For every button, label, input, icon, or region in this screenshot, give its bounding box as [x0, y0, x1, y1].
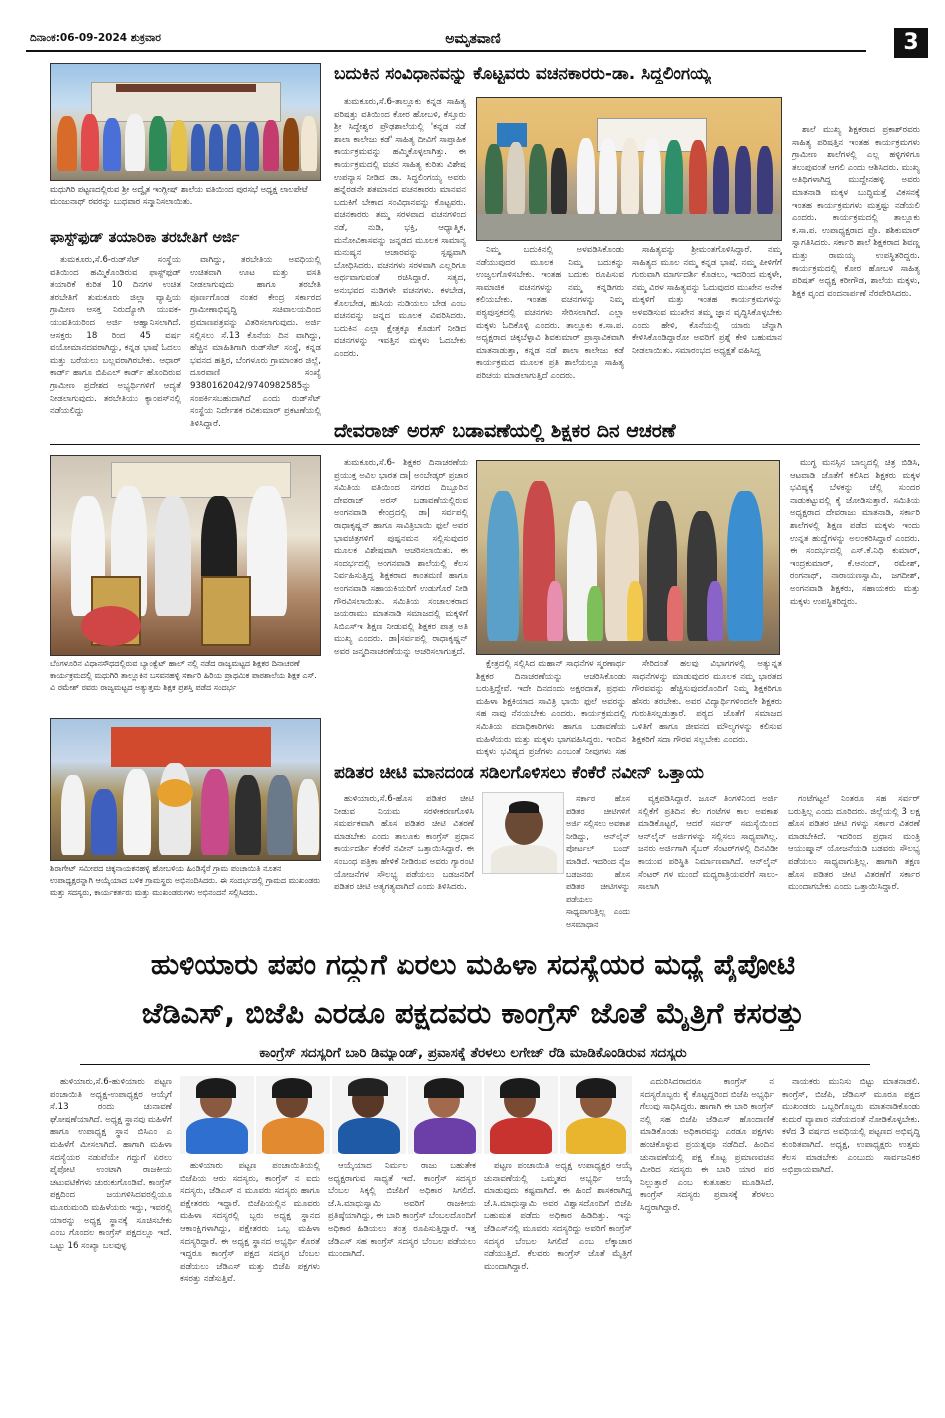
article-text: ವ್ಯಕ್ತಪಡಿಸಿದ್ದಾರೆ. ಜೂನ್ ತಿಂಗಳಿನಿಂದ ಅರ್ಜಿ ಸಲ್ಲಿಕೆಗೆ ಪ್ರತಿದಿನ ಕೆಲ ಗಂಟೆಗಳ ಕಾಲ ಅವಕಾಶ ಮಾಡಿಕೊಟ್ಟರೆ, ಆದರೆ ಸರ್ವರ್ ಸಮಸ್ಯೆಯಿಂದ ಆನ್‌ಲೈನ್ ಅರ್ಜಿಗಳನ್ನು ಸಲ್ಲಿಸಲು ಸಾಧ್ಯವಾಗಿಲ್ಲ. ಜನರು ಅರ್ಜಿಗಾಗಿ ಸೈಬರ್ ಸೆಂಟರ್‌ಗಳಲ್ಲಿ ದಿನವಿಡೀ ಕಾಯುವ ಪರಿಸ್ಥಿತಿ ನಿರ್ಮಾಣವಾಗಿದೆ. ಆನ್‌ಲೈನ್ ಸೆಂಟರ್ ಗಳ ಮುಂದೆ ಮಧ್ಯರಾತ್ರಿಯವರೆಗೆ ಸಾಲು-ಸಾಲಾಗಿ: [638, 794, 778, 893]
article-text: ಸಾಹಿತ್ಯವನ್ನು ಶ್ರೀಮಂತಗೊಳಿಸಿದ್ದಾರೆ. ನಮ್ಮ ಸಾಹಿತ್ಯದ ಮೂಲ ನಮ್ಮ ಕನ್ನಡ ಭಾಷೆ. ನಮ್ಮ ಪೀಳಿಗೆಗೆ ಗುರುವಾಗಿ ಮಾರ್ಗದರ್ಶಿ ಕೊಡಲು, ಇದರಿಂದ ಮಕ್ಕಳೇ, ನಮ್ಮ ವಿರಳ ಸಾಹಿತ್ಯವನ್ನು ಓದುವುದರ ಮುಖೇನ ಅನೇಕ ಮಕ್ಕಳಿಗೆ ಮತ್ತು ಇಂತಹ ಕಾರ್ಯಕ್ರಮಗಳನ್ನು ಅಳವಡಿಸುವ ಮುಖೇನ ತಮ್ಮ ಜ್ಞಾನ ವೃದ್ಧಿಸಿಕೊಳ್ಳಬೇಕು ಎಂದು ಹೇಳಿ, ಕೊನೆಯಲ್ಲಿ ಯಾರು ಚೆನ್ನಾಗಿ ಕೇಳಿಸಿಕೊಂಡಿದ್ದಾರೋ ಅವರಿಗೆ ಪ್ರಶ್ನೆ ಕೇಳಿ ಬಹುಮಾನ ನೀಡಲಾಯಿತು. ಸಮಾರಂಭದ ಅಧ್ಯಕ್ಷತೆ ವಹಿಸಿದ್ದ: [632, 245, 782, 356]
article-text: ನಿಮ್ಮ ಬದುಕಿನಲ್ಲಿ ಅಳವಡಿಸಿಕೊಂಡು ನಡೆಯುವುದರ ಮೂಲಕ ನಿಮ್ಮ ಬದುಕನ್ನು ಉಜ್ವಲಗೊಳಿಸಬೇಕು. ಇಂತಹ ಬದುಕು ರೂಪಿಸುವ ಸಾಮಾಜಿಕ ವಚನಗಳನ್ನು ನಮ್ಮ ಕನ್ನಡಿಗರು ಕಲಿಯಬೇಕು. ಇಂತಹ ವಚನಗಳನ್ನು ನಿಮ್ಮ ಪಠ್ಯಪುಸ್ತಕದಲ್ಲಿ ವಚನಗಳು ಸೇರಿಸಲಾಗಿದೆ. ಎಲ್ಲಾ ಮಕ್ಕಳು ಓದಿಕೊಳ್ಳಿ ಎಂದರು. ತಾಲ್ಲೂಕು ಕ.ಸಾ.ಪ. ಅಧ್ಯಕ್ಷರಾದ ಚಿಕ್ಕಬೆಳ್ಳಾವಿ ಶಿವಕುಮಾರ್ ಪ್ರಾಸ್ತಾವಿಕವಾಗಿ ಮಾತನಾಡುತ್ತಾ, ಕನ್ನಡ ನಡೆ ಶಾಲಾ ಕಾಲೇಜು ಕಡೆ ಕಾರ್ಯಕ್ರಮದ ಮೂಲಕ ಪ್ರತಿ ಶಾಲೆಯಲ್ಲೂ ಸಾಹಿತ್ಯ ಪರಿಚಯ ಮಾಡಲಾಗುತ್ತಿದೆ ಎಂದರು.: [476, 245, 624, 381]
vachana-article-col2: [476, 244, 624, 436]
candidate-photo: [332, 1076, 406, 1154]
teachers-day-headline: ದೇವರಾಜ್ ಅರಸ್ ಬಡಾವಣೆಯಲ್ಲಿ ಶಿಕ್ಷಕರ ದಿನ ಆಚರಣೆ: [334, 420, 676, 442]
vachana-event-photo: [476, 97, 782, 241]
panchayat-felicitation-photo: [50, 718, 321, 861]
article-text: ಗಂಟೆಗಟ್ಟಲೆ ನಿಂತರೂ ಸಹ ಸರ್ವರ್ ಬರುತ್ತಿಲ್ಲ ಎಂದು ದೂರಿದರು. ಜಿಲ್ಲೆಯಲ್ಲಿ 3 ಲಕ್ಷ ಹೊಸ ಪಡಿತರ ಚೀಟಿ ಗಳನ್ನು ಸರ್ಕಾರ ವಿತರಣೆ ಮಾಡಬೇಕಿದೆ. ಇದರಿಂದ ಪ್ರಧಾನ ಮಂತ್ರಿ ಆಯುಷ್ಮಾನ್ ಯೋಜನೆಯಡಿ ಬಡವರು ಸೌಲಭ್ಯ ಪಡೆಯಲು ಸಾಧ್ಯವಾಗುತ್ತಿಲ್ಲ. ಹಾಗಾಗಿ ತಕ್ಷಣ ಹೊಸ ಪಡಿತರ ಚೀಟಿ ವಿತರಣೆಗೆ ಸರ್ಕಾರ ಮುಂದಾಗಬೇಕು ಎಂದು ಒತ್ತಾಯಿಸಿದ್ದಾರೆ.: [788, 794, 920, 893]
article-text: ಶಾಲೆ ಮುಖ್ಯ ಶಿಕ್ಷಕರಾದ ಪ್ರಕಾಶ್‌ರವರು ಸಾಹಿತ್ಯ ಪರಿಷತ್ತಿನ ಇಂತಹ ಕಾರ್ಯಕ್ರಮಗಳು ಗ್ರಾಮೀಣ ಶಾಲೆಗಳಲ್ಲಿ ಎಲ್ಲ ಹಳ್ಳಿಗಳಿಗೂ ತಲುಪುವಂತೆ ಆಗಲಿ ಎಂದು ಆಶಿಸಿದರು. ಮುಖ್ಯ ಅತಿಥಿಗಳಾಗಿದ್ದ ಮುದ್ದೇನಹಳ್ಳಿ ಅವರು ಮಾತನಾಡಿ ಮಕ್ಕಳ ಬುದ್ಧಿಮತ್ತೆ ವಿಕಸನಕ್ಕೆ ಇಂತಹ ಕಾರ್ಯಕ್ರಮಗಳು ಮತ್ತಷ್ಟು ನಡೆಯಲಿ ಎಂದರು. ಕಾರ್ಯಕ್ರಮದಲ್ಲಿ ತಾಲ್ಲೂಕು ಕ.ಸಾ.ಪ. ಉಪಾಧ್ಯಕ್ಷರಾದ ಪ್ರೊ. ಶಶಿಕುಮಾರ್ ಸ್ವಾಗತಿಸಿದರು. ಸರ್ಕಾರಿ ಶಾಲೆ ಶಿಕ್ಷಕರಾದ ಶಿವಣ್ಣ ಮತ್ತು ರಾಮಯ್ಯ ಉಪಸ್ಥಿತರಿದ್ದರು. ಕಾರ್ಯಕ್ರಮದಲ್ಲಿ ಕೋರ ಹೋಬಳಿ ಸಾಹಿತ್ಯ ಪರಿಷತ್ ಅಧ್ಯಕ್ಷ ಕರೀಗೌಡ, ಶಾಲೆಯ ಮಕ್ಕಳು, ಶಿಕ್ಷಕ ವೃಂದ ವಂದನಾರ್ಪಣೆ ನೆರವೇರಿಸಿದರು.: [792, 125, 920, 299]
ration-card-headline: ಪಡಿತರ ಚೀಟಿ ಮಾನದಂಡ ಸಡಿಲಗೊಳಿಸಲು ಕೆಂಕೆರೆ ನವೀನ್ ಒತ್ತಾಯ: [334, 763, 704, 783]
huliyar-headline-2: ಜೆಡಿಎಸ್, ಬಿಜೆಪಿ ಎರಡೂ ಪಕ್ಷದವರು ಕಾಂಗ್ರೆಸ್ ಜೊತೆ ಮೈತ್ರಿಗೆ ಕಸರತ್ತು: [141, 996, 805, 1030]
masthead: [18, 28, 928, 58]
vachana-headline: ಬದುಕಿನ ಸಂವಿಧಾನವನ್ನು ಕೊಟ್ಟವರು ವಚನಕಾರರು-ಡಾ. ಸಿದ್ಧಲಿಂಗಯ್ಯ: [334, 64, 711, 84]
huliyar-article-col4: [484, 1160, 632, 1411]
candidate-photo: [180, 1076, 254, 1154]
huliyar-article-col2: [180, 1160, 320, 1411]
teachers-day-article-col1: [334, 457, 468, 757]
panchayat-photo-caption: ಶಿರಾ‌ಗೇಟ್ ಸಮೀಪದ ಚಿಕ್ಕನಾಯಕನಹಳ್ಳಿ ಹೋಬಳಿಯ ಹಿಂಡಿಸ್ಕೆರೆ ಗ್ರಾಮ ಪಂಚಾಯಿತಿ ನೂತನ ಉಪಾಧ್ಯಕ್ಷರನ್ನಾಗಿ ಆಯ್ಕೆಯಾದ ಬಳಿಕ ಗ್ರಾಮಸ್ಥರು ಅಭಿನಂದಿಸಿದರು. ಈ ಸಂದರ್ಭದಲ್ಲಿ ಗ್ರಾಮದ ಮುಖಂಡರು ಮತ್ತು ಸದಸ್ಯರು, ಕಾರ್ಯಕರ್ತರು ಮತ್ತು ಮುಖಂಡರುಗಳು ಅಭಿನಂದನೆ ಸಲ್ಲಿಸಿದರು.: [50, 864, 321, 897]
school-photo-caption: ಮಧುಗಿರಿ ಪಟ್ಟಣದಲ್ಲಿರುವ ಶ್ರೀ ಅದ್ವೈತ ಇಂಗ್ಲೀಷ್ ಶಾಲೆಯ ವತಿಯಿಂದ ಪುರಸಭೆ ಅಧ್ಯಕ್ಷ ಲಾಲಪೇಟೆ ಮಂಜುನಾಥ್ ರವರನ್ನು ಬುಧವಾರ ಸನ್ಮಾನಿಸಲಾಯಿತು.: [50, 184, 308, 206]
article-text: ಮುಗ್ಧ ಮನಸ್ಸಿನ ಬಾಲ್ಯದಲ್ಲಿ ಚಿತ್ರ ಬಿಡಿಸಿ, ಆಟವಾಡಿ ಜೊತೆಗೆ ಕಲಿಸಿದ ಶಿಕ್ಷಕರು ಮಕ್ಕಳ ಭವಿಷ್ಯಕ್ಕೆ ಬೆಳಕನ್ನು ಚೆಲ್ಲಿ ಸುಂದರ ನಾಡುಕಟ್ಟುವಲ್ಲಿ ಕೈ ಜೋಡಿಸುತ್ತಾರೆ. ಸಮಿತಿಯ ಅಧ್ಯಕ್ಷರಾದ ದೇವರಾಜು ಮಾತನಾಡಿ, ಸರ್ಕಾರಿ ಶಾಲೆಗಳಲ್ಲಿ ಶಿಕ್ಷಣ ಪಡೆದ ಮಕ್ಕಳು ಇಂದು ಉನ್ನತ ಹುದ್ದೆಗಳನ್ನು ಅಲಂಕರಿಸಿದ್ದಾರೆ ಎಂದರು. ಈ ಸಂದರ್ಭದಲ್ಲಿ ಎಸ್.ಕೆ.ನಿಧಿ ಕುಮಾರ್, ಇಂದ್ರಕುಮಾರ್, ಕೆ.ಆನಂದ್, ರಮೇಶ್, ರಂಗನಾಥ್, ನಾರಾಯಣಸ್ವಾಮಿ, ಜಗದೀಶ್, ಅಂಗನವಾಡಿ ಶಿಕ್ಷಕರು, ಸಹಾಯಕರು ಮತ್ತು ಮಕ್ಕಳು ಉಪಸ್ಥಿತರಿದ್ದರು.: [790, 458, 920, 607]
anganwadi-event-photo: [476, 460, 780, 655]
article-text: ಆಯ್ಕೆಯಾದ ನಿರ್ಮಲ ರಾಜು ಬಹುತೇಕ ಅಧ್ಯಕ್ಷರಾಗುವ ಸಾಧ್ಯತೆ ಇದೆ. ಕಾಂಗ್ರೆಸ್ ಸದಸ್ಯರ ಬೆಂಬಲ ಸಿಕ್ಕಲ್ಲಿ ಬಿಜೆಪಿಗೆ ಅಧಿಕಾರ ಸಿಗಲಿದೆ. ಜೆ.ಸಿ.ಮಾಧುಸ್ವಾಮಿ ಅವರಿಗೆ ರಾಜಕೀಯ ಪ್ರತಿಷ್ಠೆಯಾಗಿದ್ದು, ಈ ಬಾರಿ ಕಾಂಗ್ರೆಸ್ ಬೆಂಬಲದೊಂದಿಗೆ ಅಧಿಕಾರ ಹಿಡಿಯಲು ತಂತ್ರ ರೂಪಿಸುತ್ತಿದ್ದಾರೆ. ಇತ್ತ ಜೆಡಿಎಸ್ ಸಹ ಕಾಂಗ್ರೆಸ್ ಸದಸ್ಯರ ಬೆಂಬಲ ಪಡೆಯಲು ಮುಂದಾಗಿದೆ.: [328, 1161, 476, 1260]
teachers-day-article-col3: [632, 658, 782, 758]
article-text: ಸರ್ಕಾರ ಹೊಸ ಪಡಿತರ ಚೀಟಿಗಳಿಗೆ ಅರ್ಜಿ ಸಲ್ಲಿಸಲು ಅವಕಾಶ ನೀಡಿದ್ದು, ಆನ್‌ಲೈನ್ ಪೋರ್ಟಲ್ ಬಂದ್ ಮಾಡಿದೆ. ಇದರಿಂದ ನೈಜ ಬಡಜನರು ಹೊಸ ಪಡಿತರ ಚೀಟಿಗಳನ್ನು ಪಡೆಯಲು ಸಾಧ್ಯವಾಗುತ್ತಿಲ್ಲ ಎಂದು ಅಸಮಾಧಾನ: [566, 794, 630, 929]
issue-date: ದಿನಾಂಕ:06-09-2024 ಶುಕ್ರವಾರ: [30, 32, 161, 44]
candidate-photo: [256, 1076, 330, 1154]
fastfood-article-col2: [190, 254, 321, 440]
ration-article-col4: [788, 793, 920, 935]
huliyar-article-col6: [782, 1076, 920, 1411]
candidate-photos: [180, 1076, 632, 1156]
article-text: ವಾಗಿದ್ದು, ತರಬೇತಿಯ ಅವಧಿಯಲ್ಲಿ ಉಚಿತವಾಗಿ ಊಟ ಮತ್ತು ವಸತಿ ನೀಡಲಾಗುವುದು ಹಾಗೂ ತರಬೇತಿ ಪೂರ್ಣಗೊಂಡ ನಂತರ ಕೇಂದ್ರ ಸರ್ಕಾರದ ಗ್ರಾಮೀಣಾಭಿವೃದ್ಧಿ ಸಚಿವಾಲಯದಿಂದ ಪ್ರಮಾಣಪತ್ರವನ್ನು ವಿತರಿಸಲಾಗುವುದು. ಅರ್ಜಿ ಸಲ್ಲಿಸಲು ಸೆ.13 ಕೊನೆಯ ದಿನ ವಾಗಿದ್ದು, ಹೆಚ್ಚಿನ ಮಾಹಿತಿಗಾಗಿ ರುಡ್‌ಸೆಟ್ ಸಂಸ್ಥೆ, ಕನ್ನಡ ಭವನದ ಹತ್ತಿರ, ಬೆಂಗಳೂರು ಗ್ರಾಮಾಂತರ ಜಿಲ್ಲೆ, ದೂರವಾಣಿ ಸಂಖ್ಯೆ 9380162042/9740982585ನ್ನು ಸಂಪರ್ಕಿಸಬಹುದಾಗಿದೆ ಎಂದು ರುಡ್‌ಸೆಟ್ ಸಂಸ್ಥೆಯ ನಿರ್ದೇಶಕ ರವಿಕುಮಾರ್ ಪ್ರಕಟಣೆಯಲ್ಲಿ ತಿಳಿಸಿದ್ದಾರೆ.: [190, 255, 321, 429]
award-photo-caption: ಬೆಂಗಳೂರಿನ ವಿಧಾನಸೌಧದಲ್ಲಿರುವ ಬ್ಯಾಂಕ್ವೆಟ್ ಹಾಲ್ ನಲ್ಲಿ ನಡೆದ ರಾಜ್ಯಮಟ್ಟದ ಶಿಕ್ಷಕರ ದಿನಾಚರಣೆ ಕಾರ್ಯಕ್ರಮದಲ್ಲಿ ಮಧುಗಿರಿ ತಾಲ್ಲೂಕಿನ ಬಸವನಹಳ್ಳಿ ಸರ್ಕಾರಿ ಹಿರಿಯ ಪ್ರಾಥಮಿಕ ಪಾಠಶಾಲೆಯ ಶಿಕ್ಷಕ ಎಸ್. ವಿ ರಮೇಶ್ ರವರು ರಾಜ್ಯಮಟ್ಟದ ಅತ್ಯುತ್ತಮ ಶಿಕ್ಷಕ ಪ್ರಶಸ್ತಿ ಪಡೆದ ಸಂದರ್ಭ: [50, 659, 317, 692]
article-text: ಪಟ್ಟಣ ಪಂಚಾಯಿತಿ ಅಧ್ಯಕ್ಷ ಉಪಾಧ್ಯಕ್ಷರ ಆಯ್ಕೆ ಚುನಾವಣೆಯಲ್ಲಿ ಒಮ್ಮತದ ಅಭ್ಯರ್ಥಿ ಆಯ್ಕೆ ಮಾಡುವುದು ಕಷ್ಟವಾಗಿದೆ. ಈ ಹಿಂದೆ ಶಾಸಕರಾಗಿದ್ದ ಜೆ.ಸಿ.ಮಾಧುಸ್ವಾಮಿ ಅವರ ವಿಶ್ವಾಸದೊಂದಿಗೆ ಬಿಜೆಪಿ ಬಹುಮತ ಪಡೆದು ಅಧಿಕಾರ ಹಿಡಿದಿತ್ತು. ಇನ್ನು ಜೆಡಿಎಸ್‌ನಲ್ಲಿ ಮೂವರು ಸದಸ್ಯರಿದ್ದು ಅವರಿಗೆ ಕಾಂಗ್ರೆಸ್ ಸದಸ್ಯರ ಬೆಂಬಲ ಸಿಗಲಿದೆ ಎಂಬ ಲೆಕ್ಕಾಚಾರ ನಡೆಯುತ್ತಿದೆ. ಕೆಲವರು ಕಾಂಗ್ರೆಸ್ ಜೊತೆ ಮೈತ್ರಿಗೆ ಮುಂದಾಗಿದ್ದಾರೆ.: [484, 1161, 632, 1272]
ration-article-col3: [638, 793, 778, 935]
huliyar-article-col3: [328, 1160, 476, 1411]
naveen-portrait-photo: [482, 792, 564, 874]
article-text: ಹುಳಿಯಾರು,ಸೆ.6-ಹುಳಿಯಾರು ಪಟ್ಟಣ ಪಂಚಾಯಿತಿ ಅಧ್ಯಕ್ಷ-ಉಪಾಧ್ಯಕ್ಷರ ಆಯ್ಕೆಗೆ ಸೆ.13 ರಂದು ಚುನಾವಣೆ ಘೋಷಣೆಯಾಗಿದೆ. ಅಧ್ಯಕ್ಷ ಸ್ಥಾನವು ಮಹಿಳೆಗೆ ಹಾಗೂ ಉಪಾಧ್ಯಕ್ಷ ಸ್ಥಾನ ಬಿಸಿಎಂ ಎ ಮಹಿಳೆಗೆ ಮೀಸಲಾಗಿದೆ. ಹಾಗಾಗಿ ಮಹಿಳಾ ಸದಸ್ಯೆಯರ ನಡುವೆಯೇ ಗದ್ದುಗೆ ಏರಲು ಪೈಪೋಟಿ ಉಂಟಾಗಿ ರಾಜಕೀಯ ಚಟುವಟಿಕೆಗಳು ಚುರುಕುಗೊಂಡಿವೆ. ಕಾಂಗ್ರೆಸ್ ಪಕ್ಷದಿಂದ ಜಯಗಳಿಸಿದವರಲ್ಲಿಯೂ ಮೂರುಮಂದಿ ಮಹಿಳೆಯರು ಇದ್ದು, ಇವರಲ್ಲಿ ಯಾರನ್ನು ಅಧ್ಯಕ್ಷ ಸ್ಥಾನಕ್ಕೆ ಸೂಚಿಸಬೇಕು ಎಂಬ ಗೊಂದಲ ಕಾಂಗ್ರೆಸ್ ಪಕ್ಷದಲ್ಲೂ ಇದೆ. ಒಟ್ಟು 16 ಸಂಖ್ಯಾ ಬಲವುಳ್ಳ: [50, 1077, 172, 1251]
article-text: ಹುಳಿಯಾರು,ಸೆ.6-ಹೊಸ ಪಡಿತರ ಚೀಟಿ ನೀಡುವ ನಿಯಮ ಸರಳೀಕರಣಗೊಳಿಸಿ ಸಮರ್ಪಕವಾಗಿ ಹೊಸ ಪಡಿತರ ಚೀಟಿ ವಿತರಣೆ ಮಾಡಬೇಕು ಎಂದು ತಾಲೂಕು ಕಾಂಗ್ರೆಸ್ ಪ್ರಧಾನ ಕಾರ್ಯದರ್ಶಿ ಕೆಂಕೆರೆ ನವೀನ್ ಒತ್ತಾಯಿಸಿದ್ದಾರೆ. ಈ ಸಂಬಂಧ ಪತ್ರಿಕಾ ಹೇಳಿಕೆ ನೀಡಿರುವ ಅವರು ಗ್ಯಾರಂಟಿ ಯೋಜನೆಗಳ ಸೌಲಭ್ಯ ಪಡೆಯಲು ಬಡಜನರಿಗೆ ಪಡಿತರ ಚೀಟಿ ಅತ್ಯಗತ್ಯವಾಗಿದೆ ಎಂದು ತಿಳಿಸಿದರು.: [334, 794, 474, 893]
huliyar-article-col1: [50, 1076, 172, 1411]
huliyar-article-col5: [640, 1076, 774, 1411]
huliyar-subhead: ಕಾಂಗ್ರೆಸ್ ಸದಸ್ಯರಿಗೆ ಬಾರಿ ಡಿಮ್ಯಾಂಡ್, ಪ್ರವಾಸಕ್ಕೆ ತೆರಳಲು ಲಗೇಜ್ ರೆಡಿ ಮಾಡಿಕೊಂಡಿರುವ ಸದಸ್ಯರು: [259, 1045, 687, 1061]
paper-name: ಅಮೃತವಾಣಿ: [445, 31, 501, 47]
section-divider: [50, 444, 920, 445]
school-felicitation-photo: [50, 63, 321, 181]
candidate-photo: [560, 1076, 632, 1154]
vachana-article-col3: [632, 244, 782, 436]
vachana-article-col1: [334, 96, 466, 436]
vachana-article-col4: [792, 124, 920, 436]
article-text: ತುಮಕೂರು,ಸೆ.6- ಶಿಕ್ಷಕರ ದಿನಾಚರಣೆಯ ಪ್ರಯುಕ್ತ ಅವಿಲ ಭಾರತ ದಾ| ಅಂಬೇಡ್ಕರ್ ಪ್ರಚಾರ ಸಮಿತಿಯ ವತಿಯಿಂದ ನಗರದ ದಿಬ್ಬೂರಿನ ದೇವರಾಜ್ ಅರಸ್ ಬಡಾವಣೆಯಲ್ಲಿರುವ ಅಂಗನವಾಡಿ ಕೇಂದ್ರದಲ್ಲಿ ಡಾ| ಸರ್ವಪಲ್ಲಿ ರಾಧಾಕೃಷ್ಣನ್ ಹಾಗೂ ಸಾವಿತ್ರಿಬಾಯಿ ಫುಲೆ ಅವರ ಭಾವಚಿತ್ರಗಳಿಗೆ ಪುಷ್ಪನಮನ ಸಲ್ಲಿಸುವುದರ ಮೂಲಕ ವಿಶೇಷವಾಗಿ ಆಚರಿಸಲಾಯಿತು. ಈ ಸಂದರ್ಭದಲ್ಲಿ ಅಂಗನವಾಡಿ ಶಾಲೆಯಲ್ಲಿ ಕೆಲಸ ನಿರ್ವಹಿಸುತ್ತಿದ್ದ ಶಿಕ್ಷಕರಾದ ಕಾಂತಮಣಿ ಹಾಗೂ ಅಂಗನವಾಡಿ ಸಹಾಯಕಿಯರಿಗೆ ಉಡುಗೊರೆ ನೀಡಿ ಗೌರವಿಸಲಾಯಿತು. ಸಮಿತಿಯ ಸಂಚಾಲಕರಾದ ಜಯರಾಮು ಮಾತನಾಡಿ ಸಮಾಜದಲ್ಲಿ ಮಕ್ಕಳಿಗೆ ಸಿಬಿಎಸ್‌ಇ ಶಿಕ್ಷಣ ನೀಡುವಲ್ಲಿ ಶಿಕ್ಷಕರ ಪಾತ್ರ ಅತಿ ಮುಖ್ಯ ಎಂದರು. ಡಾ|ಸರ್ವಪಲ್ಲಿ ರಾಧಾಕೃಷ್ಣನ್ ಅವರ ಜನ್ಮದಿನಾಚರಣೆಯನ್ನು ಆಚರಿಸಲಾಗುತ್ತದೆ.: [334, 458, 468, 657]
article-text: ನಾಯಕರು ಮುನಿಸು ಬಿಟ್ಟು ಮಾತನಾಡಲಿ. ಕಾಂಗ್ರೆಸ್, ಬಿಜೆಪಿ, ಜೆಡಿಎಸ್ ಮೂರೂ ಪಕ್ಷದ ಮುಖಂಡರು ಒಬ್ಬರಿಗೊಬ್ಬರು ಮಾತನಾಡಿಕೊಂಡು ಕುದುರೆ ವ್ಯಾಪಾರ ನಡೆಯದಂತೆ ನೋಡಿಕೊಳ್ಳಬೇಕು. ಕಳೆದ 3 ವರ್ಷದ ಅವಧಿಯಲ್ಲಿ ಪಟ್ಟಣದ ಅಭಿವೃದ್ಧಿ ಕುಂಠಿತವಾಗಿದೆ. ಅಧ್ಯಕ್ಷ, ಉಪಾಧ್ಯಕ್ಷರು ಉತ್ತಮ ಕೆಲಸ ಮಾಡಬೇಕು ಎಂಬುದು ಸಾರ್ವಜನಿಕರ ಅಭಿಪ್ರಾಯವಾಗಿದೆ.: [782, 1077, 920, 1176]
article-text: ತುಮಕೂರು,ಸೆ.6-ರುಡ್‌ಸೆಟ್ ಸಂಸ್ಥೆಯ ವತಿಯಿಂದ ಹಮ್ಮಿಕೊಂಡಿರುವ ಫಾಸ್ಟ್‌ಫುಡ್ ತಯಾರಿಕೆ ಕುರಿತ 10 ದಿನಗಳ ಉಚಿತ ತರಬೇತಿಗೆ ತುಮಕೂರು ಜಿಲ್ಲಾ ವ್ಯಾಪ್ತಿಯ ಗ್ರಾಮೀಣ ಆಸಕ್ತ ನಿರುದ್ಯೋಗಿ ಯುವಕ-ಯುವತಿಯರಿಂದ ಅರ್ಜಿ ಆಹ್ವಾನಿಸಲಾಗಿದೆ. ಆಸಕ್ತರು 18 ರಿಂದ 45 ವರ್ಷ ವಯೋಮಾನದವರಾಗಿದ್ದು, ಕನ್ನಡ ಭಾಷೆ ಓದಲು ಮತ್ತು ಬರೆಯಲು ಬಲ್ಲವರಾಗಿರಬೇಕು. ಆಧಾರ್ ಕಾರ್ಡ್ ಹಾಗೂ ಬಿಪಿಎಲ್ ಕಾರ್ಡ್ ಹೊಂದಿರುವ ಗ್ರಾಮೀಣ ಪ್ರದೇಶದ ಅಭ್ಯರ್ಥಿಗಳಿಗೆ ಆದ್ಯತೆ ನೀಡಲಾಗುವುದು. ತರಬೇತಿಯು ಕ್ಯಾಂಪಸ್‌ನಲ್ಲಿ ನಡೆಯಲಿದ್ದು: [50, 255, 181, 417]
candidate-photo: [484, 1076, 558, 1154]
fastfood-article-col1: [50, 254, 181, 440]
article-text: ತುಮಕೂರು,ಸೆ.6-ತಾಲ್ಲೂಕು ಕನ್ನಡ ಸಾಹಿತ್ಯ ಪರಿಷತ್ತು ವತಿಯಿಂದ ಕೋರ ಹೋಬಳಿ, ಕೆಸ್ತೂರು ಶ್ರೀ ಸಿದ್ಧೇಶ್ವರ ಪ್ರೌಢಶಾಲೆಯಲ್ಲಿ 'ಕನ್ನಡ ನಡೆ ಶಾಲಾ ಕಾಲೇಜು ಕಡೆ' ಸಾಹಿತ್ಯ ದೀವಿಗೆ ಸಾಪ್ತಾಹಿಕ ಕಾರ್ಯಕ್ರಮವನ್ನು ಹಮ್ಮಿಕೊಳ್ಳಲಾಗಿತ್ತು. ಈ ಕಾರ್ಯಕ್ರಮದಲ್ಲಿ ವಚನ ಸಾಹಿತ್ಯ ಕುರಿತು ವಿಶೇಷ ಉಪನ್ಯಾಸ ನೀಡಿದ ಡಾ. ಸಿದ್ಧಲಿಂಗಯ್ಯ ಅವರು ಹನ್ನೆರಡನೇ ಶತಮಾನದ ವಚನಕಾರರು ಮಾನವನ ಬದುಕಿಗೆ ಬೇಕಾದ ಸಂವಿಧಾನವನ್ನು ಕೊಟ್ಟವರು. ವಚನಕಾರರು ತಮ್ಮ ಸರಳವಾದ ವಚನಗಳಿಂದ ನಡೆ, ನುಡಿ, ಭಕ್ತಿ, ಆಧ್ಯಾತ್ಮಿಕ, ಮನೋವಿಕಾಸವನ್ನು ಜನ್ನಡದ ಮೂಲಕ ಸಾಮಾನ್ಯ ಮನುಷ್ಯನ ಆಚಾರವನ್ನು ಸ್ಪಷ್ಟವಾಗಿ ಬೋಧಿಸಿದರು. ವಚನಗಳು ಸರಳವಾಗಿ ಎಲ್ಲರಿಗೂ ಅರ್ಥವಾಗುವಂತೆ ರಚಿಸಿದ್ದಾರೆ. ಸತ್ಯದ, ಅನುಭವದ ನುಡಿಗಳೇ ವಚನಗಳು. ಕಳಬೇಡ, ಕೊಲಬೇಡ, ಹುಸಿಯ ನುಡಿಯಲು ಬೇಡ ಎಂಬ ವಚನವನ್ನು ಜನ್ನದ ಮೂಲಕ ವಿವರಿಸಿದರು. ಬದುಕಿನ ಎಲ್ಲಾ ಕ್ಷೇತ್ರಕ್ಕೂ ಕೊಡುಗೆ ನೀಡಿದ ವಚನಗಳನ್ನು ಇವತ್ತಿನ ಮಕ್ಕಳು ಓದಬೇಕು ಎಂದರು.: [334, 97, 466, 359]
page-number: 3: [894, 28, 928, 58]
award-ceremony-photo: [50, 455, 321, 656]
ration-article-col2: [566, 793, 630, 935]
article-text: ಸೇರಿದಂತೆ ಹಲವು ವಿಭಾಗಗಳಲ್ಲಿ ಅತ್ಯುನ್ನತ ಸಾಧನೆಗಳನ್ನು ಮಾಡುವುದರ ಮೂಲಕ ನಮ್ಮ ಭಾರತದ ಗೌರವವನ್ನು ಹೆಚ್ಚಿಸುವುದರೊಂದಿಗೆ ನಿಮ್ಮ ಶಿಕ್ಷಕರಿಗೂ ಹೆಸರು ತರಬೇಕು. ಅವರ ವಿದ್ಯಾರ್ಥಿಗಳಿಂದಲೇ ಶಿಕ್ಷಕರು ಗುರುತಿಸಲ್ಪಡುತ್ತಾರೆ. ಪಠ್ಯದ ಜೊತೆಗೆ ಸಮಾಜದ ಒಳಿತಿಗೆ ಹಾಗೂ ಜೀವನದ ಮೌಲ್ಯಗಳನ್ನು ಕಲಿಸುವ ಶಿಕ್ಷಕರಿಗೆ ಸದಾ ಗೌರವ ಸಲ್ಲಬೇಕು ಎಂದರು.: [632, 659, 782, 745]
article-text: ಹುಳಿಯಾರು ಪಟ್ಟಣ ಪಂಚಾಯಿತಿಯಲ್ಲಿ ಬಿಜೆಪಿಯ ಆರು ಸದಸ್ಯರು, ಕಾಂಗ್ರೆಸ್ ನ ಐದು ಸದಸ್ಯರು, ಜೆಡಿಎಸ್ ನ ಮೂವರು ಸದಸ್ಯರು ಹಾಗೂ ಪಕ್ಷೇತರರು ಇದ್ದಾರೆ. ಬಿಜೆಪಿಯಲ್ಲಿನ ಮೂವರು ಮಹಿಳಾ ಸದಸ್ಯರಲ್ಲಿ ಬ್ಬರು ಅಧ್ಯಕ್ಷ ಸ್ಥಾನದ ಆಕಾಂಕ್ಷಿಗಳಾಗಿದ್ದು, ಪಕ್ಷೇತರರು ಒಬ್ಬ ಮಹಿಳಾ ಸದಸ್ಯರಿದ್ದಾರೆ. ಈ ಅಧ್ಯಕ್ಷ ಸ್ಥಾನದ ಅಭ್ಯರ್ಥಿ ಕೊರತೆ ಇದ್ದರೂ ಕಾಂಗ್ರೆಸ್ ಪಕ್ಷದ ಸದಸ್ಯರ ಬೆಂಬಲ ಪಡೆಯಲು ಜೆಡಿಎಸ್ ಮತ್ತು ಬಿಜೆಪಿ ಪಕ್ಷಗಳು ಕಸರತ್ತು ನಡೆಸುತ್ತಿವೆ.: [180, 1161, 320, 1285]
subhead-underline: [80, 1064, 870, 1065]
ration-article-col1: [334, 793, 474, 935]
article-text: ಕ್ಷೇತ್ರದಲ್ಲಿ ಸಲ್ಲಿಸಿದ ಮಹಾನ್ ಸಾಧನೆಗಳ ಸ್ಮರಣಾರ್ಥ ಶಿಕ್ಷಕರ ದಿನಾಚರಣೆಯನ್ನು ಆಚರಿಸಿಕೊಂಡು ಬರುತ್ತಿದ್ದೇವೆ. ಇದೇ ದಿನದಂದು ಅಕ್ಷರದಾತೆ, ಪ್ರಥಮ ಮಹಿಳಾ ಶಿಕ್ಷಕಿಯಾದ ಸಾವಿತ್ರಿ ಭಾಯಿ ಫುಲೆ ಅವರನ್ನು ಸಹ ನಾವು ನೆನಯಬೇಕು ಎಂದರು. ಕಾರ್ಯಕ್ರಮದಲ್ಲಿ ಸಮಿತಿಯ ಪದಾಧಿಕಾರಿಗಳು ಹಾಗೂ ಬಡಾವಣೆಯ ಮಹಿಳೆಯರು ಮತ್ತು ಮಕ್ಕಳು ಭಾಗವಹಿಸಿದ್ದರು. ಇಂದಿನ ಮಕ್ಕಳು ಭವಿಷ್ಯದ ಪ್ರಜೆಗಳು ಎಂಬಂತೆ ನೀವುಗಳು ಸಹ: [476, 659, 626, 758]
teachers-day-article-col2: [476, 658, 626, 758]
masthead-rule: [26, 50, 866, 52]
huliyar-headline-1: ಹುಳಿಯಾರು ಪಪಂ ಗದ್ದುಗೆ ಏರಲು ಮಹಿಳಾ ಸದಸ್ಯೆಯರ ಮಧ್ಯೆ ಪೈಪೋಟಿ: [150, 948, 796, 981]
teachers-day-article-col4: [790, 457, 920, 757]
article-text: ಎದುರಿಸಿದರಾದರೂ ಕಾಂಗ್ರೆಸ್ ನ ಸದಸ್ಯರೊಬ್ಬರು ಕೈ ಕೊಟ್ಟದ್ದರಿಂದ ಬಿಜೆಪಿ ಅಭ್ಯರ್ಥಿ ಗೆಲುವು ಸಾಧಿಸಿದ್ದರು. ಹಾಗಾಗಿ ಈ ಬಾರಿ ಕಾಂಗ್ರೆಸ್ ನಲ್ಲಿ ಸಹ ಬಿಜೆಪಿ ಜೆಡಿಎಸ್ ಹೊಂದಾಣಿಕೆ ಮಾಡಿಕೊಂಡು ಅಧಿಕಾರವನ್ನು ಎರಡೂ ಪಕ್ಷಗಳು ಹಂಚಿಕೊಳ್ಳುವ ಪ್ರಯತ್ನವೂ ನಡೆದಿದೆ. ಹಿಂದಿನ ಚುನಾವಣೆಯಲ್ಲಿ ಪಕ್ಷ ಕೊಟ್ಟ ಪ್ರಮಾಣವಚನ ಮೀರಿದ ಸದಸ್ಯರು ಈ ಬಾರಿ ಯಾರ ಪರ ನಿಲ್ಲುತ್ತಾರೆ ಎಂಬ ಕುತೂಹಲ ಮೂಡಿಸಿದೆ. ಕಾಂಗ್ರೆಸ್ ಸದಸ್ಯರು ಪ್ರವಾಸಕ್ಕೆ ತೆರಳಲು ಸಿದ್ಧರಾಗಿದ್ದಾರೆ.: [640, 1077, 774, 1213]
candidate-photo: [408, 1076, 482, 1154]
fastfood-headline: ಫಾಸ್ಟ್‌ಫುಡ್ ತಯಾರಿಕಾ ತರಬೇತಿಗೆ ಅರ್ಜಿ: [50, 230, 240, 246]
